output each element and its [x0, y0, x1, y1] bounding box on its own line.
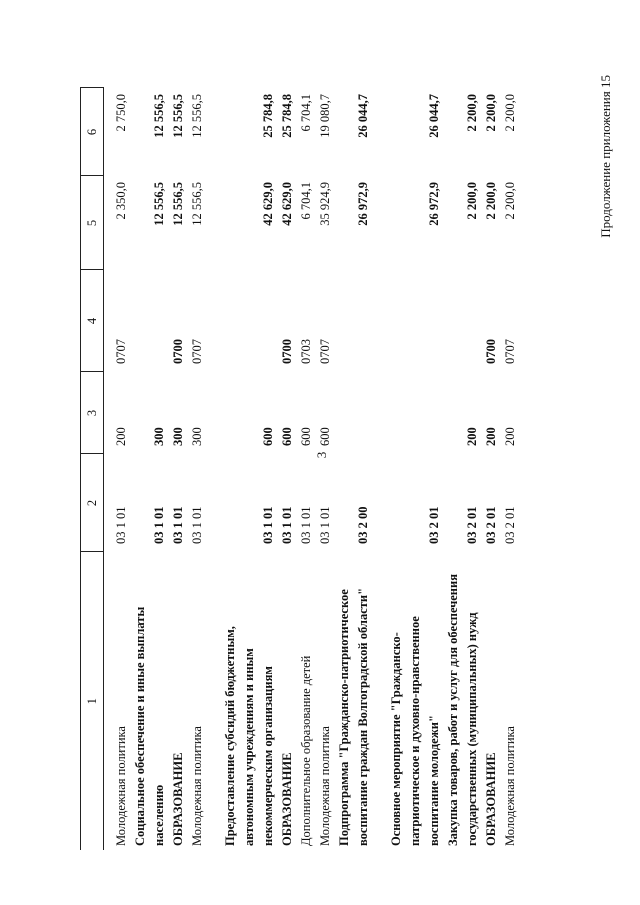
table-row [169, 88, 188, 850]
row-section-code [335, 270, 373, 372]
row-amount-col6: 2 200,0 [465, 94, 479, 132]
row-expense-type: 300 [171, 427, 185, 446]
table-row [335, 88, 373, 850]
header-col-3: 3 [81, 372, 104, 454]
row-section-code: 0700 [484, 339, 498, 364]
header-col-4: 4 [81, 270, 104, 372]
row-amount-col5: 35 924,9 [318, 182, 332, 226]
row-section-code: 0707 [503, 339, 517, 364]
row-expense-type: 600 [280, 427, 294, 446]
table-header-row [81, 88, 104, 850]
table-row [131, 88, 169, 850]
row-expense-type: 200 [465, 427, 479, 446]
page-number: 3 [314, 451, 329, 459]
row-program-code: 03 2 00 [356, 506, 370, 544]
row-name: ОБРАЗОВАНИЕ [280, 752, 294, 846]
row-amount-col6: 19 080,7 [318, 94, 332, 138]
row-amount-col6: 2 200,0 [484, 94, 498, 132]
table-row [316, 88, 335, 850]
row-section-code [131, 270, 169, 372]
table-row [188, 88, 207, 850]
row-amount-col5: 12 556,5 [171, 182, 185, 226]
row-program-code: 03 1 01 [318, 506, 332, 544]
row-amount-col6: 12 556,5 [152, 94, 166, 138]
row-amount-col5: 42 629,0 [261, 182, 275, 226]
row-amount-col5: 42 629,0 [280, 182, 294, 226]
row-section-code [221, 270, 278, 372]
row-amount-col5: 2 350,0 [114, 182, 128, 220]
row-program-code: 03 1 01 [190, 506, 204, 544]
row-amount-col5: 12 556,5 [190, 182, 204, 226]
row-spacer [207, 88, 221, 850]
row-name: Подпрограмма "Гражданско-патриотическое воспитание граждан Волгоградской области" [337, 587, 370, 846]
row-name: ОБРАЗОВАНИЕ [484, 752, 498, 846]
row-expense-type: 200 [484, 427, 498, 446]
row-section-code: 0700 [280, 339, 294, 364]
row-name: Социальное обеспечение и иные выплаты населению [133, 606, 166, 846]
table-row [387, 88, 444, 850]
row-amount-col5: 2 200,0 [503, 182, 517, 220]
row-expense-type [387, 372, 444, 454]
row-expense-type: 600 [261, 427, 275, 446]
row-amount-col5: 6 704,1 [299, 182, 313, 220]
row-expense-type: 300 [190, 427, 204, 446]
row-name: ОБРАЗОВАНИЕ [171, 752, 185, 846]
table-row [278, 88, 297, 850]
row-name: Закупка товаров, работ и услуг для обеспечения государственных (муниципальных) нужд [446, 574, 479, 846]
row-name: Основное мероприятие "Гражданско-патриотическое и духовно-нравственное воспитание молодежи" [389, 616, 441, 846]
row-name: Молодежная политика [503, 726, 517, 846]
row-section-code: 0707 [318, 339, 332, 364]
row-program-code: 03 2 01 [503, 506, 517, 544]
header-col-1: 1 [81, 552, 104, 850]
row-amount-col5: 2 200,0 [484, 182, 498, 220]
row-amount-col6: 6 704,1 [299, 94, 313, 132]
row-amount-col6: 12 556,5 [171, 94, 185, 138]
row-amount-col5: 26 972,9 [356, 182, 370, 226]
budget-table [80, 88, 520, 851]
header-col-6: 6 [81, 88, 104, 176]
appendix-continuation-title: Продолжение приложения 15 [598, 75, 613, 238]
table-body [104, 88, 521, 850]
header-col-5: 5 [81, 176, 104, 270]
row-expense-type: 600 [299, 427, 313, 446]
table-row [221, 88, 278, 850]
row-expense-type: 200 [503, 427, 517, 446]
row-amount-col6: 2 750,0 [114, 94, 128, 132]
header-col-2: 2 [81, 454, 104, 552]
row-amount-col5: 2 200,0 [465, 182, 479, 220]
row-section-code: 0703 [299, 339, 313, 364]
row-name: Дополнительное образование детей [299, 655, 313, 846]
row-name: Молодежная политика [114, 726, 128, 846]
row-expense-type: 200 [114, 427, 128, 446]
row-amount-col6: 12 556,5 [190, 94, 204, 138]
table-row [444, 88, 482, 850]
row-expense-type [335, 372, 373, 454]
row-program-code: 03 1 01 [261, 506, 275, 544]
row-amount-col6: 26 044,7 [356, 94, 370, 138]
row-amount-col6: 25 784,8 [280, 94, 294, 138]
row-expense-type: 600 [318, 427, 332, 446]
row-amount-col5: 12 556,5 [152, 182, 166, 226]
row-program-code: 03 2 01 [427, 506, 441, 544]
row-program-code: 03 2 01 [465, 506, 479, 544]
row-program-code: 03 1 01 [114, 506, 128, 544]
table-row [501, 88, 520, 850]
table-row [297, 88, 316, 850]
row-program-code: 03 1 01 [171, 506, 185, 544]
row-name: Молодежная политика [190, 726, 204, 846]
row-program-code: 03 2 01 [484, 506, 498, 544]
row-section-code [444, 270, 482, 372]
row-section-code: 0707 [190, 339, 204, 364]
row-section-code: 0707 [114, 339, 128, 364]
row-amount-col6: 2 200,0 [503, 94, 517, 132]
row-section-code: 0700 [171, 339, 185, 364]
row-amount-col6: 26 044,7 [427, 94, 441, 138]
row-program-code: 03 1 01 [299, 506, 313, 544]
table-row [482, 88, 501, 850]
row-name: Предоставление субсидий бюджетным, автономным учреждениям и иным некоммерческим организациям [223, 626, 275, 846]
row-section-code [387, 270, 444, 372]
row-spacer [373, 88, 387, 850]
row-program-code: 03 1 01 [152, 506, 166, 544]
row-amount-col6: 25 784,8 [261, 94, 275, 138]
budget-table-container [80, 88, 570, 850]
row-expense-type: 300 [152, 427, 166, 446]
row-amount-col5: 26 972,9 [427, 182, 441, 226]
row-program-code: 03 1 01 [280, 506, 294, 544]
table-row [104, 88, 132, 850]
row-name: Молодежная политика [318, 726, 332, 846]
